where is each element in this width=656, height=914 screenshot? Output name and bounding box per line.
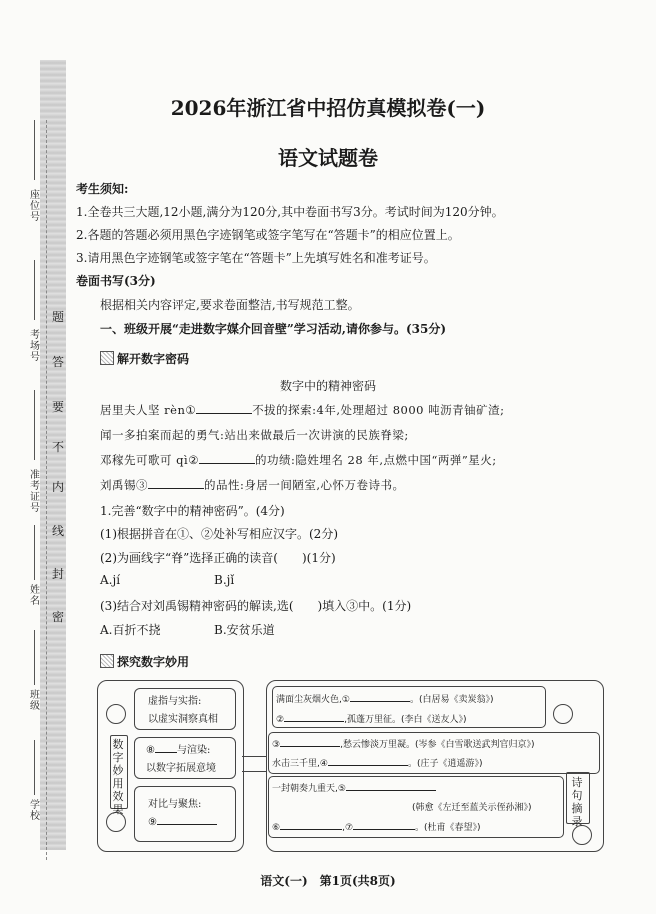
page-title: 2026年浙江省中招仿真模拟卷(一) bbox=[170, 96, 486, 120]
poem-title: 数字中的精神密码 bbox=[279, 379, 376, 393]
seal-char: 密 bbox=[51, 610, 64, 624]
sidebar-underline[interactable] bbox=[34, 630, 35, 685]
effect-item-line: 以数字拓展意境 bbox=[146, 763, 216, 774]
punch-hole-icon bbox=[106, 704, 126, 724]
binding-margin-strip bbox=[40, 60, 66, 850]
quote-text: 满面尘灰烟火色,① bbox=[276, 695, 350, 705]
part2-title bbox=[100, 653, 189, 670]
poem-text: 居里夫人坚 rèn① bbox=[100, 403, 197, 417]
poem-text: 闻一多拍案而起的勇气:站出来做最后一次讲演的民族脊梁; bbox=[100, 428, 409, 442]
quote-line bbox=[276, 712, 466, 725]
quote-text: 。(杜甫《春望》) bbox=[415, 823, 481, 833]
instruction-item: 1.全卷共三大题,12小题,满分为120分,其中卷面书写3分。考试时间为120分钟。 bbox=[76, 205, 504, 219]
quote-text: 。(庄子《逍遥游》) bbox=[407, 759, 483, 769]
quote-line bbox=[276, 692, 493, 705]
instruction-item: 2.各题的答题必须用黑色字迹钢笔或签字笔写在“答题卡”的相应位置上。 bbox=[76, 228, 460, 242]
question-1-3: (3)结合对刘禹锡精神密码的解读,选( )填入③中。(1分) bbox=[100, 599, 412, 613]
answer-blank[interactable] bbox=[196, 403, 252, 414]
effect-text: 与渲染: bbox=[176, 745, 211, 756]
handwriting-text: 根据相关内容评定,要求卷面整洁,书写规范工整。 bbox=[100, 298, 360, 312]
poem-text: 刘禹锡③ bbox=[100, 478, 148, 492]
answer-blank[interactable] bbox=[346, 782, 436, 791]
sidebar-underline[interactable] bbox=[34, 390, 35, 460]
seal-char: 内 bbox=[51, 480, 64, 494]
answer-blank[interactable] bbox=[155, 744, 177, 753]
quote-line: (韩愈《左迁至蓝关示侄孙湘》) bbox=[412, 803, 532, 813]
seal-char: 答 bbox=[51, 355, 64, 369]
sidebar-field-school: 学校 bbox=[30, 800, 40, 822]
quote-text: 。(白居易《卖炭翁》) bbox=[409, 695, 494, 705]
seal-char: 封 bbox=[51, 567, 64, 581]
poem-line bbox=[100, 427, 409, 443]
part2-title-text: 探究数字妙用 bbox=[117, 655, 190, 669]
cube-icon bbox=[100, 351, 114, 365]
part1-title bbox=[100, 350, 189, 367]
effect-item-line bbox=[148, 816, 217, 828]
seal-char: 线 bbox=[51, 524, 64, 538]
answer-blank[interactable] bbox=[284, 713, 344, 722]
effect-item-line: 虚指与实指: bbox=[148, 696, 202, 707]
sidebar-underline[interactable] bbox=[34, 260, 35, 320]
connector-bar bbox=[242, 756, 266, 772]
instruction-item: 3.请用黑色字迹钢笔或签字笔在“答题卡”上先填写姓名和准考证号。 bbox=[76, 251, 436, 265]
poem-text: 的功绩:隐姓埋名 28 年,点燃中国“两弹”星火; bbox=[255, 453, 497, 467]
quote-text: 一封朝奏九重天,⑤ bbox=[272, 784, 346, 794]
part1-title-text: 解开数字密码 bbox=[117, 352, 190, 366]
answer-blank[interactable] bbox=[328, 757, 408, 766]
sidebar-underline[interactable] bbox=[34, 525, 35, 580]
quote-text: ③ bbox=[272, 740, 281, 750]
seal-char: 要 bbox=[51, 400, 64, 414]
seal-char: 不 bbox=[51, 440, 64, 454]
answer-blank[interactable] bbox=[350, 693, 410, 702]
poem-text: 的品性:身居一间陋室,心怀万卷诗书。 bbox=[204, 478, 405, 492]
binding-dashed-line bbox=[46, 120, 48, 860]
effect-item-line: 对比与聚焦: bbox=[148, 799, 202, 810]
quote-text: ,愁云惨淡万里凝。(岑参《白雪歌送武判官归京》) bbox=[340, 740, 535, 750]
seal-char: 题 bbox=[51, 310, 64, 324]
sidebar-field-room: 考场号 bbox=[30, 330, 40, 363]
quote-line bbox=[272, 737, 534, 750]
answer-blank[interactable] bbox=[148, 478, 204, 489]
cube-icon bbox=[100, 654, 114, 668]
quote-text: ,孤蓬万里征。(李白《送友人》) bbox=[344, 715, 467, 725]
sidebar-underline[interactable] bbox=[34, 740, 35, 795]
answer-blank[interactable] bbox=[199, 453, 255, 464]
question-1: 1.完善“数字中的精神密码”。(4分) bbox=[100, 504, 285, 518]
punch-hole-icon bbox=[553, 704, 573, 724]
sidebar-field-class: 班级 bbox=[30, 690, 40, 712]
answer-blank[interactable] bbox=[353, 821, 415, 830]
question-1-1: (1)根据拼音在①、②处补写相应汉字。(2分) bbox=[100, 527, 338, 541]
effect-item-line bbox=[146, 741, 210, 756]
option-a[interactable]: A.jí bbox=[100, 573, 121, 587]
sidebar-field-name: 姓名 bbox=[30, 585, 40, 607]
effect-item-line: 以虚实洞察真相 bbox=[148, 714, 218, 725]
quote-line bbox=[272, 820, 481, 833]
quote-line bbox=[272, 781, 436, 794]
quote-text: ⑥ bbox=[272, 823, 281, 833]
effects-label: 数字妙用效果 bbox=[112, 738, 124, 816]
poem-text: 邓稼先可歌可 qì② bbox=[100, 453, 200, 467]
instructions-heading: 考生须知: bbox=[76, 182, 129, 196]
poem-line bbox=[100, 477, 405, 493]
answer-blank[interactable] bbox=[280, 738, 340, 747]
poem-line bbox=[100, 452, 497, 468]
quotes-label: 诗句摘录 bbox=[571, 776, 583, 828]
option-a[interactable]: A.百折不挠 bbox=[100, 623, 161, 637]
option-b[interactable]: B.安贫乐道 bbox=[214, 623, 275, 637]
poem-line bbox=[100, 402, 504, 418]
section1-title: 一、班级开展“走进数字媒介回音壁”学习活动,请你参与。(35分) bbox=[100, 322, 447, 336]
effect-text: ⑧ bbox=[146, 745, 155, 756]
quote-text: 水击三千里,④ bbox=[272, 759, 328, 769]
answer-blank[interactable] bbox=[157, 816, 217, 825]
option-b[interactable]: B.jǐ bbox=[214, 573, 235, 587]
page-footer: 语文(一) 第1页(共8页) bbox=[260, 874, 396, 888]
page-subtitle: 语文试题卷 bbox=[278, 146, 378, 170]
poem-text: 不拔的探索:4年,处理超过 8000 吨沥青铀矿渣; bbox=[252, 403, 505, 417]
effect-text: ⑨ bbox=[148, 817, 157, 828]
quote-line bbox=[272, 756, 482, 769]
answer-blank[interactable] bbox=[280, 821, 342, 830]
question-1-2: (2)为画线字“脊”选择正确的读音( )(1分) bbox=[100, 551, 336, 565]
handwriting-heading: 卷面书写(3分) bbox=[76, 274, 156, 288]
sidebar-field-ticket: 准考证号 bbox=[30, 470, 40, 514]
punch-hole-icon bbox=[572, 825, 592, 845]
sidebar-field-seat: 座位号 bbox=[30, 190, 40, 223]
quote-text: ② bbox=[276, 715, 285, 725]
quote-text: ,⑦ bbox=[342, 823, 354, 833]
